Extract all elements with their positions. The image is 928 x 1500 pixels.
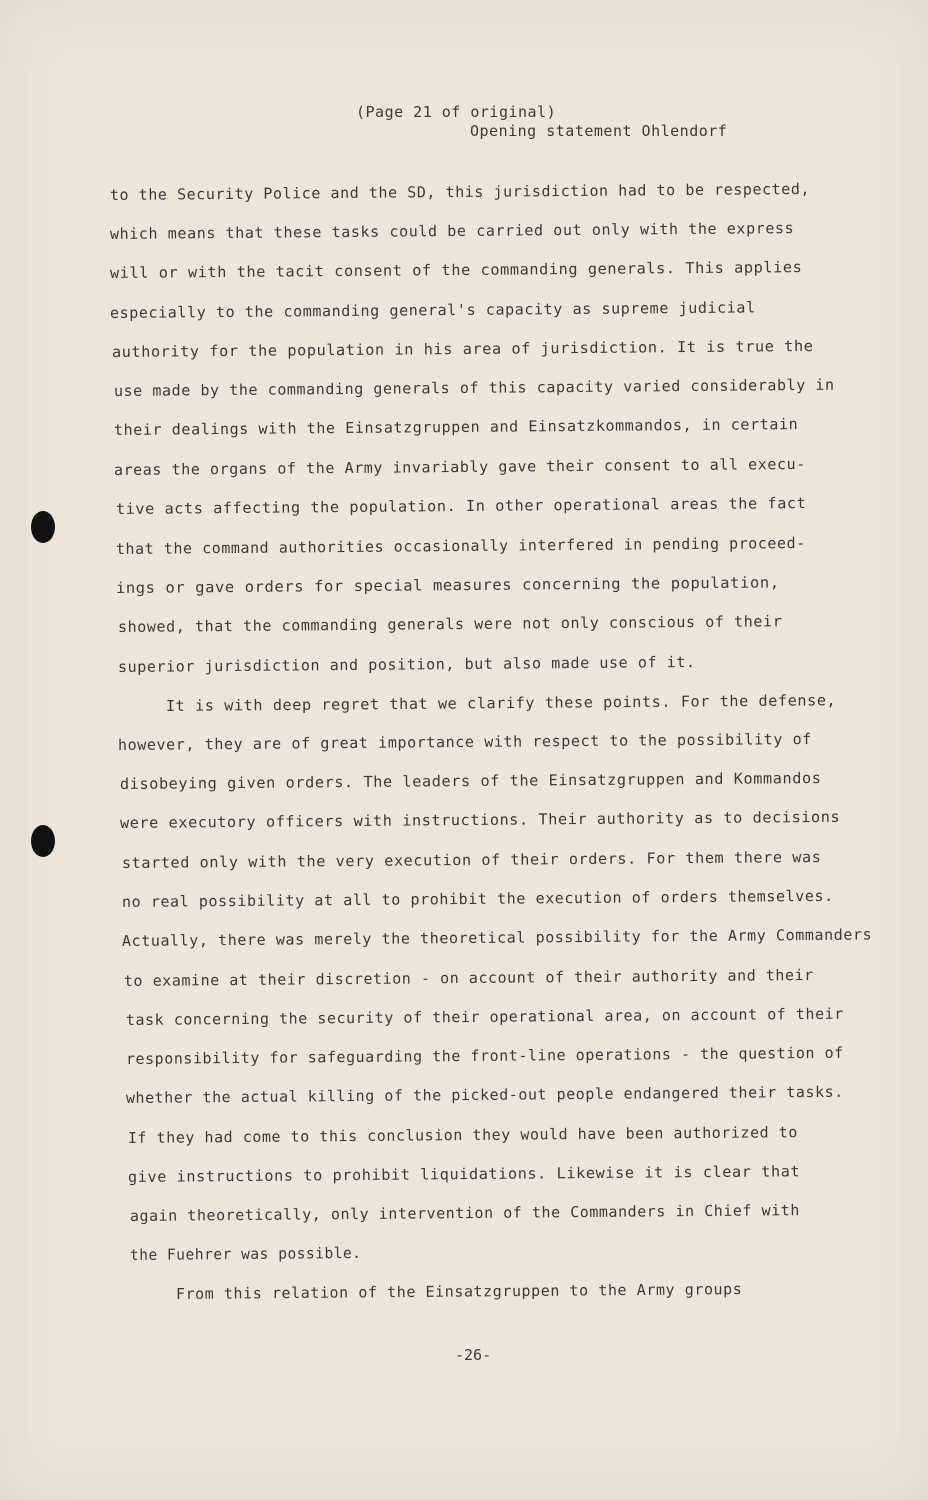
page-number: -26-	[455, 1346, 492, 1364]
text-line: From this relation of the Einsatzgruppen to the Army groups	[175, 1280, 743, 1303]
text-line: task concerning the security of their operational area, on account of their	[125, 1004, 844, 1029]
text-line: to the Security Police and the SD, this jurisdiction had to be respected,	[109, 179, 811, 204]
text-line: that the command authorities occasionally interfered in pending proceed-	[115, 533, 806, 558]
text-line: however, they are of great importance with respect to the possibility of	[117, 729, 812, 754]
text-line: again theoretically, only intervention of the Commanders in Chief with	[129, 1201, 800, 1225]
text-line: disobeying given orders. The leaders of the Einsatzgruppen and Kommandos	[119, 768, 822, 793]
text-line: will or with the tacit consent of the commanding generals. This applies	[109, 258, 803, 282]
text-line: their dealings with the Einsatzgruppen and Einsatzkommandos, in certain	[113, 415, 799, 439]
text-line: started only with the very execution of their orders. For them there was	[121, 847, 822, 872]
text-line: tive acts affecting the population. In other operational areas the fact	[115, 494, 807, 518]
text-line: It is with deep regret that we clarify these points. For the defense,	[165, 691, 837, 715]
text-line: ings or gave orders for special measures concerning the population,	[115, 573, 780, 597]
text-line: the Fuehrer was possible.	[129, 1243, 362, 1264]
document-subtitle: Opening statement Ohlendorf	[470, 122, 728, 140]
text-line: especially to the commanding general's capacity as supreme judicial	[109, 298, 756, 322]
text-line: showed, that the commanding generals were not only conscious of their	[117, 612, 783, 636]
text-line: superior jurisdiction and position, but also made use of it.	[117, 652, 696, 676]
punch-hole-bottom	[31, 825, 55, 857]
text-line: authority for the population in his area of jurisdiction. It is true the	[111, 336, 814, 361]
text-line: whether the actual killing of the picked-out people endangered their tasks.	[125, 1082, 844, 1107]
text-line: areas the organs of the Army invariably gave their consent to all execu-	[113, 454, 806, 479]
text-line: were executory officers with instructions. Their authority as to decisions	[119, 807, 841, 832]
page-reference: (Page 21 of original)	[356, 103, 557, 121]
text-line: Actually, there was merely the theoretical possibility for the Army Commanders	[121, 925, 873, 950]
punch-hole-top	[31, 511, 55, 543]
text-line: responsibility for safeguarding the front-line operations - the question of	[125, 1043, 844, 1068]
text-line: to examine at their discretion - on account of their authority and their	[123, 965, 814, 990]
text-line: which means that these tasks could be carried out only with the express	[109, 219, 795, 243]
text-line: no real possibility at all to prohibit the execution of orders themselves.	[121, 886, 834, 911]
text-line: If they had come to this conclusion they would have been authorized to	[127, 1123, 798, 1147]
text-line: use made by the commanding generals of this capacity varied considerably in	[113, 375, 835, 400]
text-line: give instructions to prohibit liquidations. Likewise it is clear that	[127, 1162, 801, 1186]
